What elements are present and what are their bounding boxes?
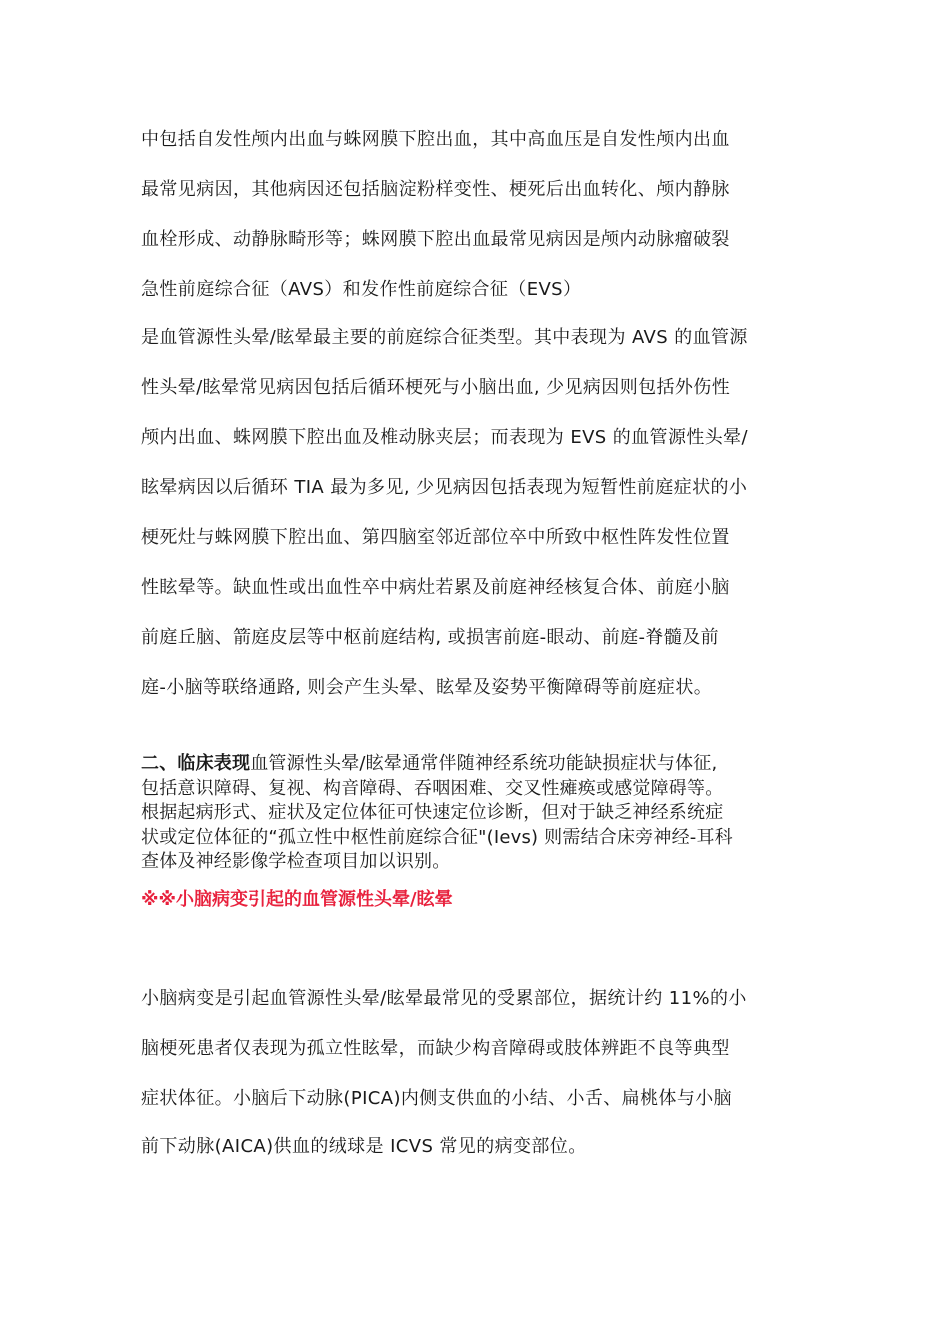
section-clinical-manifestations: [141, 752, 821, 875]
text-line: 状或定位体征的“孤立性中枢性前庭综合征"(Ievs) 则需结合床旁神经-耳科: [141, 826, 733, 848]
text-line: 症状体征。小脑后下动脉(PICA)内侧支供血的小结、小舌、扁桃体与小脑: [141, 1088, 733, 1109]
text-line: 颅内出血、蛛网膜下腔出血及椎动脉夹层；而表现为 EVS 的血管源性头晕/: [141, 427, 749, 448]
cerebellar-subheading: ※※小脑病变引起的血管源性头晕/眩晕: [141, 889, 453, 910]
text-line: 梗死灶与蛛网膜下腔出血、第四脑室邻近部位卒中所致中枢性阵发性位置: [141, 527, 730, 548]
text-run: 血管源性头晕/眩晕通常伴随神经系统功能缺损症状与体征,: [250, 753, 718, 774]
text-line: 前庭丘脑、箭庭皮层等中枢前庭结构, 或损害前庭-眼动、前庭-脊髓及前: [141, 627, 720, 648]
text-line: 是血管源性头晕/眩晕最主要的前庭综合征类型。其中表现为 AVS 的血管源: [141, 327, 748, 348]
text-line: 庭-小脑等联络通路, 则会产生头晕、眩晕及姿势平衡障碍等前庭症状。: [141, 677, 713, 698]
text-line: 脑梗死患者仅表现为孤立性眩晕，而缺少构音障碍或肢体辨距不良等典型: [141, 1038, 730, 1059]
text-line: 血栓形成、动静脉畸形等；蛛网膜下腔出血最常见病因是颅内动脉瘤破裂: [141, 229, 730, 250]
section-first-line: [141, 752, 821, 777]
text-line: 包括意识障碍、复视、构音障碍、吞咽困难、交叉性瘫痪或感觉障碍等。: [141, 777, 724, 799]
text-line: 前下动脉(AICA)供血的绒球是 ICVS 常见的病变部位。: [141, 1136, 587, 1157]
text-line: 性头晕/眩晕常见病因包括后循环梗死与小脑出血, 少见病因则包括外伤性: [141, 377, 731, 398]
text-line: 眩晕病因以后循环 TIA 最为多见, 少见病因包括表现为短暂性前庭症状的小: [141, 477, 748, 498]
section-heading: 二、临床表现: [141, 753, 251, 774]
text-line: 最常见病因，其他病因还包括脑淀粉样变性、梗死后出血转化、颅内静脉: [141, 179, 730, 200]
text-line: 小脑病变是引起血管源性头晕/眩晕最常见的受累部位，据统计约 11%的小: [141, 988, 747, 1009]
text-line: 急性前庭综合征（AVS）和发作性前庭综合征（EVS）: [141, 279, 582, 300]
text-line: 查体及神经影像学检查项目加以识别。: [141, 851, 451, 872]
text-line: 中包括自发性颅内出血与蛛网膜下腔出血，其中高血压是自发性颅内出血: [141, 129, 730, 150]
text-line: 根据起病形式、症状及定位体征可快速定位诊断，但对于缺乏神经系统症: [141, 802, 724, 823]
text-line: 性眩晕等。缺血性或出血性卒中病灶若累及前庭神经核复合体、前庭小脑: [141, 577, 730, 598]
